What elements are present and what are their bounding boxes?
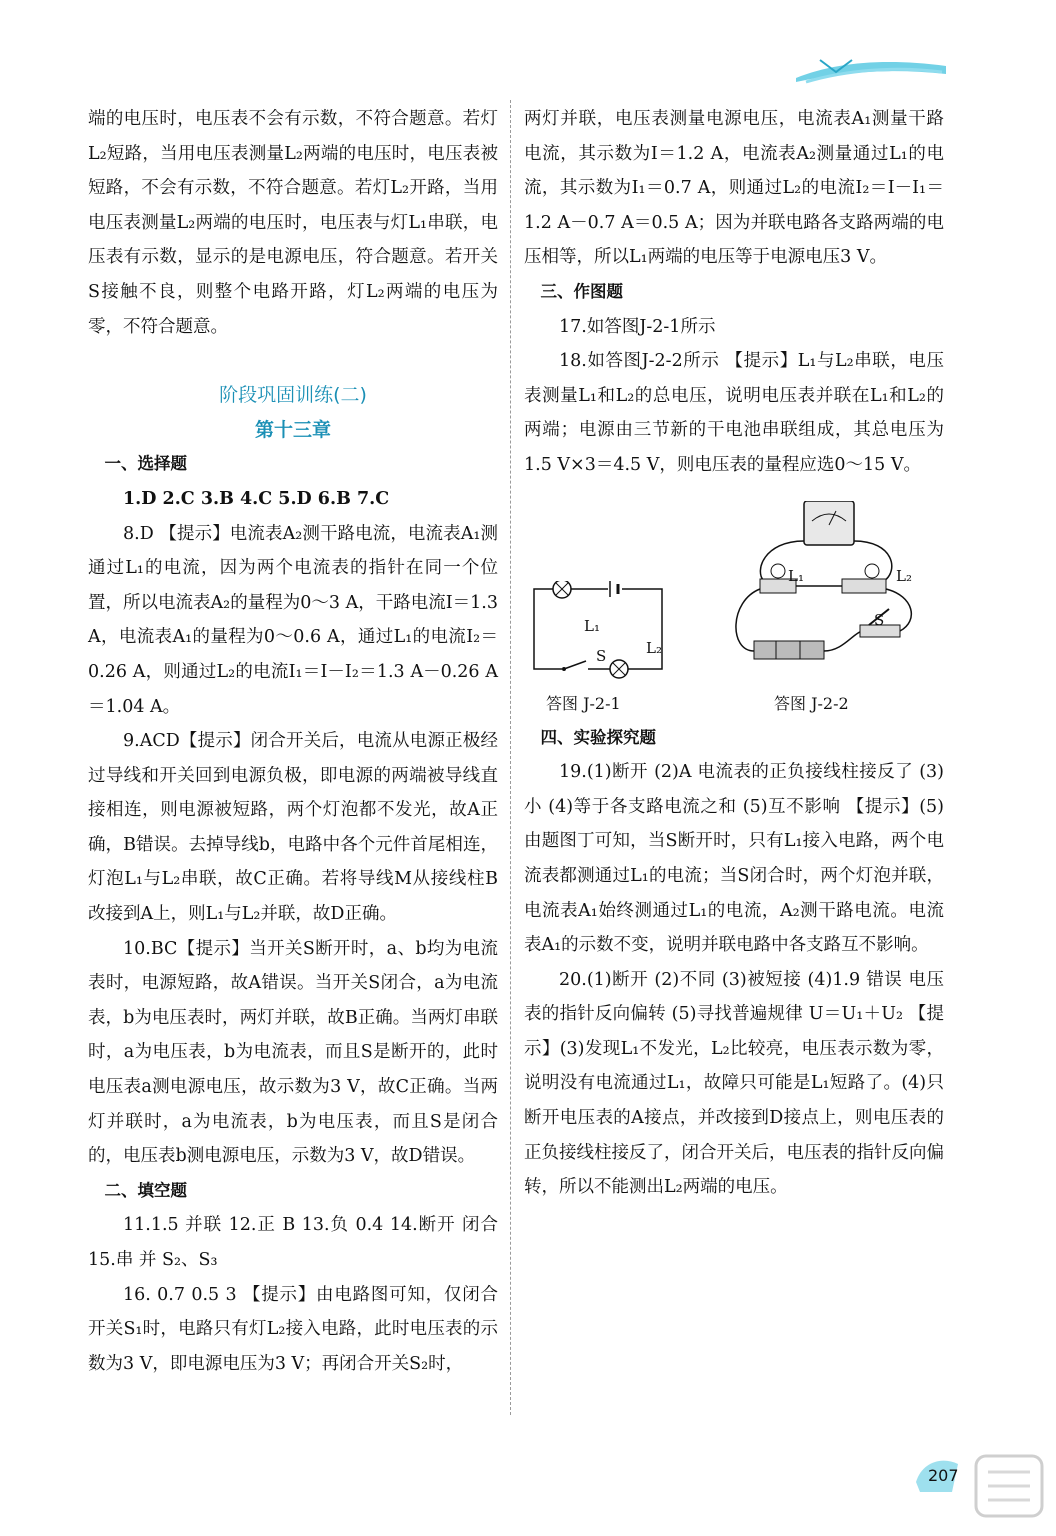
section-title: 阶段巩固训练(二) [219, 384, 367, 407]
page-number: 207 [928, 1466, 959, 1485]
header-book-icon [796, 52, 946, 86]
section-heading-choice: 一、选择题 [104, 454, 187, 474]
answer-20: 20.(1)断开 (2)不同 (3)被短接 (4)1.9 错误 电压表的指针反向偏转 (5)寻找普遍规律 U＝U₁＋U₂ 【提示】(3)发现L₁不发光，L₂比较亮，电压表示数为零，说明没有电流通过L₁，故障只可能是L₁短路了。(4)只断开电压表的A接点，并改接到D接点上，则电压表的正负接线柱接反了，闭合开关后，电压表的指针反向偏转，所以不能测出L₂两端的电压。 [524, 969, 944, 1198]
answer-16-continued: 两灯并联，电压表测量电源电压，电流表A₁测量干路电流，其示数为I＝1.2 A，电流表A₂测量通过L₁的电流，其示数为I₁＝0.7 A，则通过L₂的电流I₂＝I－I₁＝1.2 A－0.7 A＝0.5 A；因为并联电路各支路两端的电压相等，所以L₁两端的电压等于电源电压3 V。 [524, 109, 944, 268]
answer-18: 18.如答图J-2-2所示 【提示】L₁与L₂串联，电压表测量L₁和L₂的总电压，说明电压表并联在L₁和L₂的两端；电源由三节新的干电池串联组成，其总电压为1.5 V×3＝4.5 V，则电压表的量程应选0～15 V。 [524, 351, 944, 475]
section-heading-fill: 二、填空题 [104, 1180, 187, 1200]
answer-17: 17.如答图J-2-1所示 [559, 316, 716, 337]
watermark-logo-icon [970, 1448, 1050, 1528]
fig2-label-l2: L₂ [896, 566, 912, 585]
column-divider [510, 100, 511, 1415]
figure-area [524, 491, 944, 721]
fig2-label-s: S [874, 610, 885, 629]
right-column [524, 102, 944, 1205]
fig2-label-l1: L₁ [788, 566, 804, 585]
section-heading-drawing: 三、作图题 [540, 281, 623, 301]
answer-8: 8.D 【提示】电流表A₂测干路电流，电流表A₁测通过L₁的电流，因为两个电流表的指针在同一个位置，所以电流表A₂的量程为0～3 A，干路电流I＝1.3 A，电流表A₁的量程为0～0.6 A，通过L₁的电流I₂＝0.26 A，则通过L₂的电流I₁＝I－I₂＝1.3 A－0.26 A＝1.04 A。 [88, 523, 498, 717]
answers-11-15: 11.1.5 并联 12.正 B 13.负 0.4 14.断开 闭合 15.串 并 S₂、S₃ [88, 1215, 498, 1270]
answer-9: 9.ACD【提示】闭合开关后，电流从电源正极经过导线和开关回到电源负极，即电源的两端被导线直接相连，则电源被短路，两个灯泡都不发光，故A正确，B错误。去掉导线b，电路中各个元件首尾相连，灯泡L₁与L₂串联，故C正确。若将导线M从接线柱B改接到A上，则L₁与L₂并联，故D正确。 [88, 731, 498, 925]
continuation-paragraph: 端的电压时，电压表不会有示数，不符合题意。若灯L₂短路，当用电压表测量L₂两端的电压时，电压表被短路，不会有示数，不符合题意。若灯L₂开路，当用电压表测量L₂两端的电压时，电压表与灯L₁串联，电压表有示数，显示的是电源电压，符合题意。若开关S接触不良，则整个电路开路，灯L₂两端的电压为零，不符合题意。 [88, 109, 498, 337]
answer-19: 19.(1)断开 (2)A 电流表的正负接线柱接反了 (3)小 (4)等于各支路电流之和 (5)互不影响 【提示】(5)由题图丁可知，当S断开时，只有L₁接入电路，两个电流表都测通过L₁的电流；当S闭合时，两个灯泡并联，电流表A₁始终测通过L₁的电流，A₂测干路电流。电流表A₁的示数不变，说明并联电路中各支路互不影响。 [524, 762, 944, 956]
figure-caption-2: 答图 J-2-2 [774, 693, 849, 713]
fig1-label-s: S [596, 646, 607, 665]
left-column [88, 102, 498, 1381]
figure-caption-1: 答图 J-2-1 [546, 693, 621, 713]
fig1-label-l2: L₂ [646, 638, 662, 657]
answer-16: 16. 0.7 0.5 3 【提示】由电路图可知，仅闭合开关S₁时，电路只有灯L₂接入电路，此时电压表的示数为3 V，即电源电压为3 V；再闭合开关S₂时， [88, 1284, 498, 1374]
physical-circuit-illustration [724, 501, 914, 681]
answers-1-7: 1.D 2.C 3.B 4.C 5.D 6.B 7.C [123, 488, 390, 509]
chapter-title: 第十三章 [254, 418, 331, 441]
fig1-label-l1: L₁ [584, 616, 600, 635]
answer-10: 10.BC【提示】当开关S断开时，a、b均为电流表时，电源短路，故A错误。当开关S闭合，a为电流表，b为电压表时，两灯并联，故B正确。当两灯串联时，a为电压表，b为电流表，而且S是断开的，此时电压表a测电源电压，故示数为3 V，故C正确。当两灯并联时，a为电流表，b为电压表，而且S是闭合的，电压表b测电源电压，示数为3 V，故D错误。 [88, 938, 498, 1167]
section-heading-experiment: 四、实验探究题 [540, 727, 656, 747]
